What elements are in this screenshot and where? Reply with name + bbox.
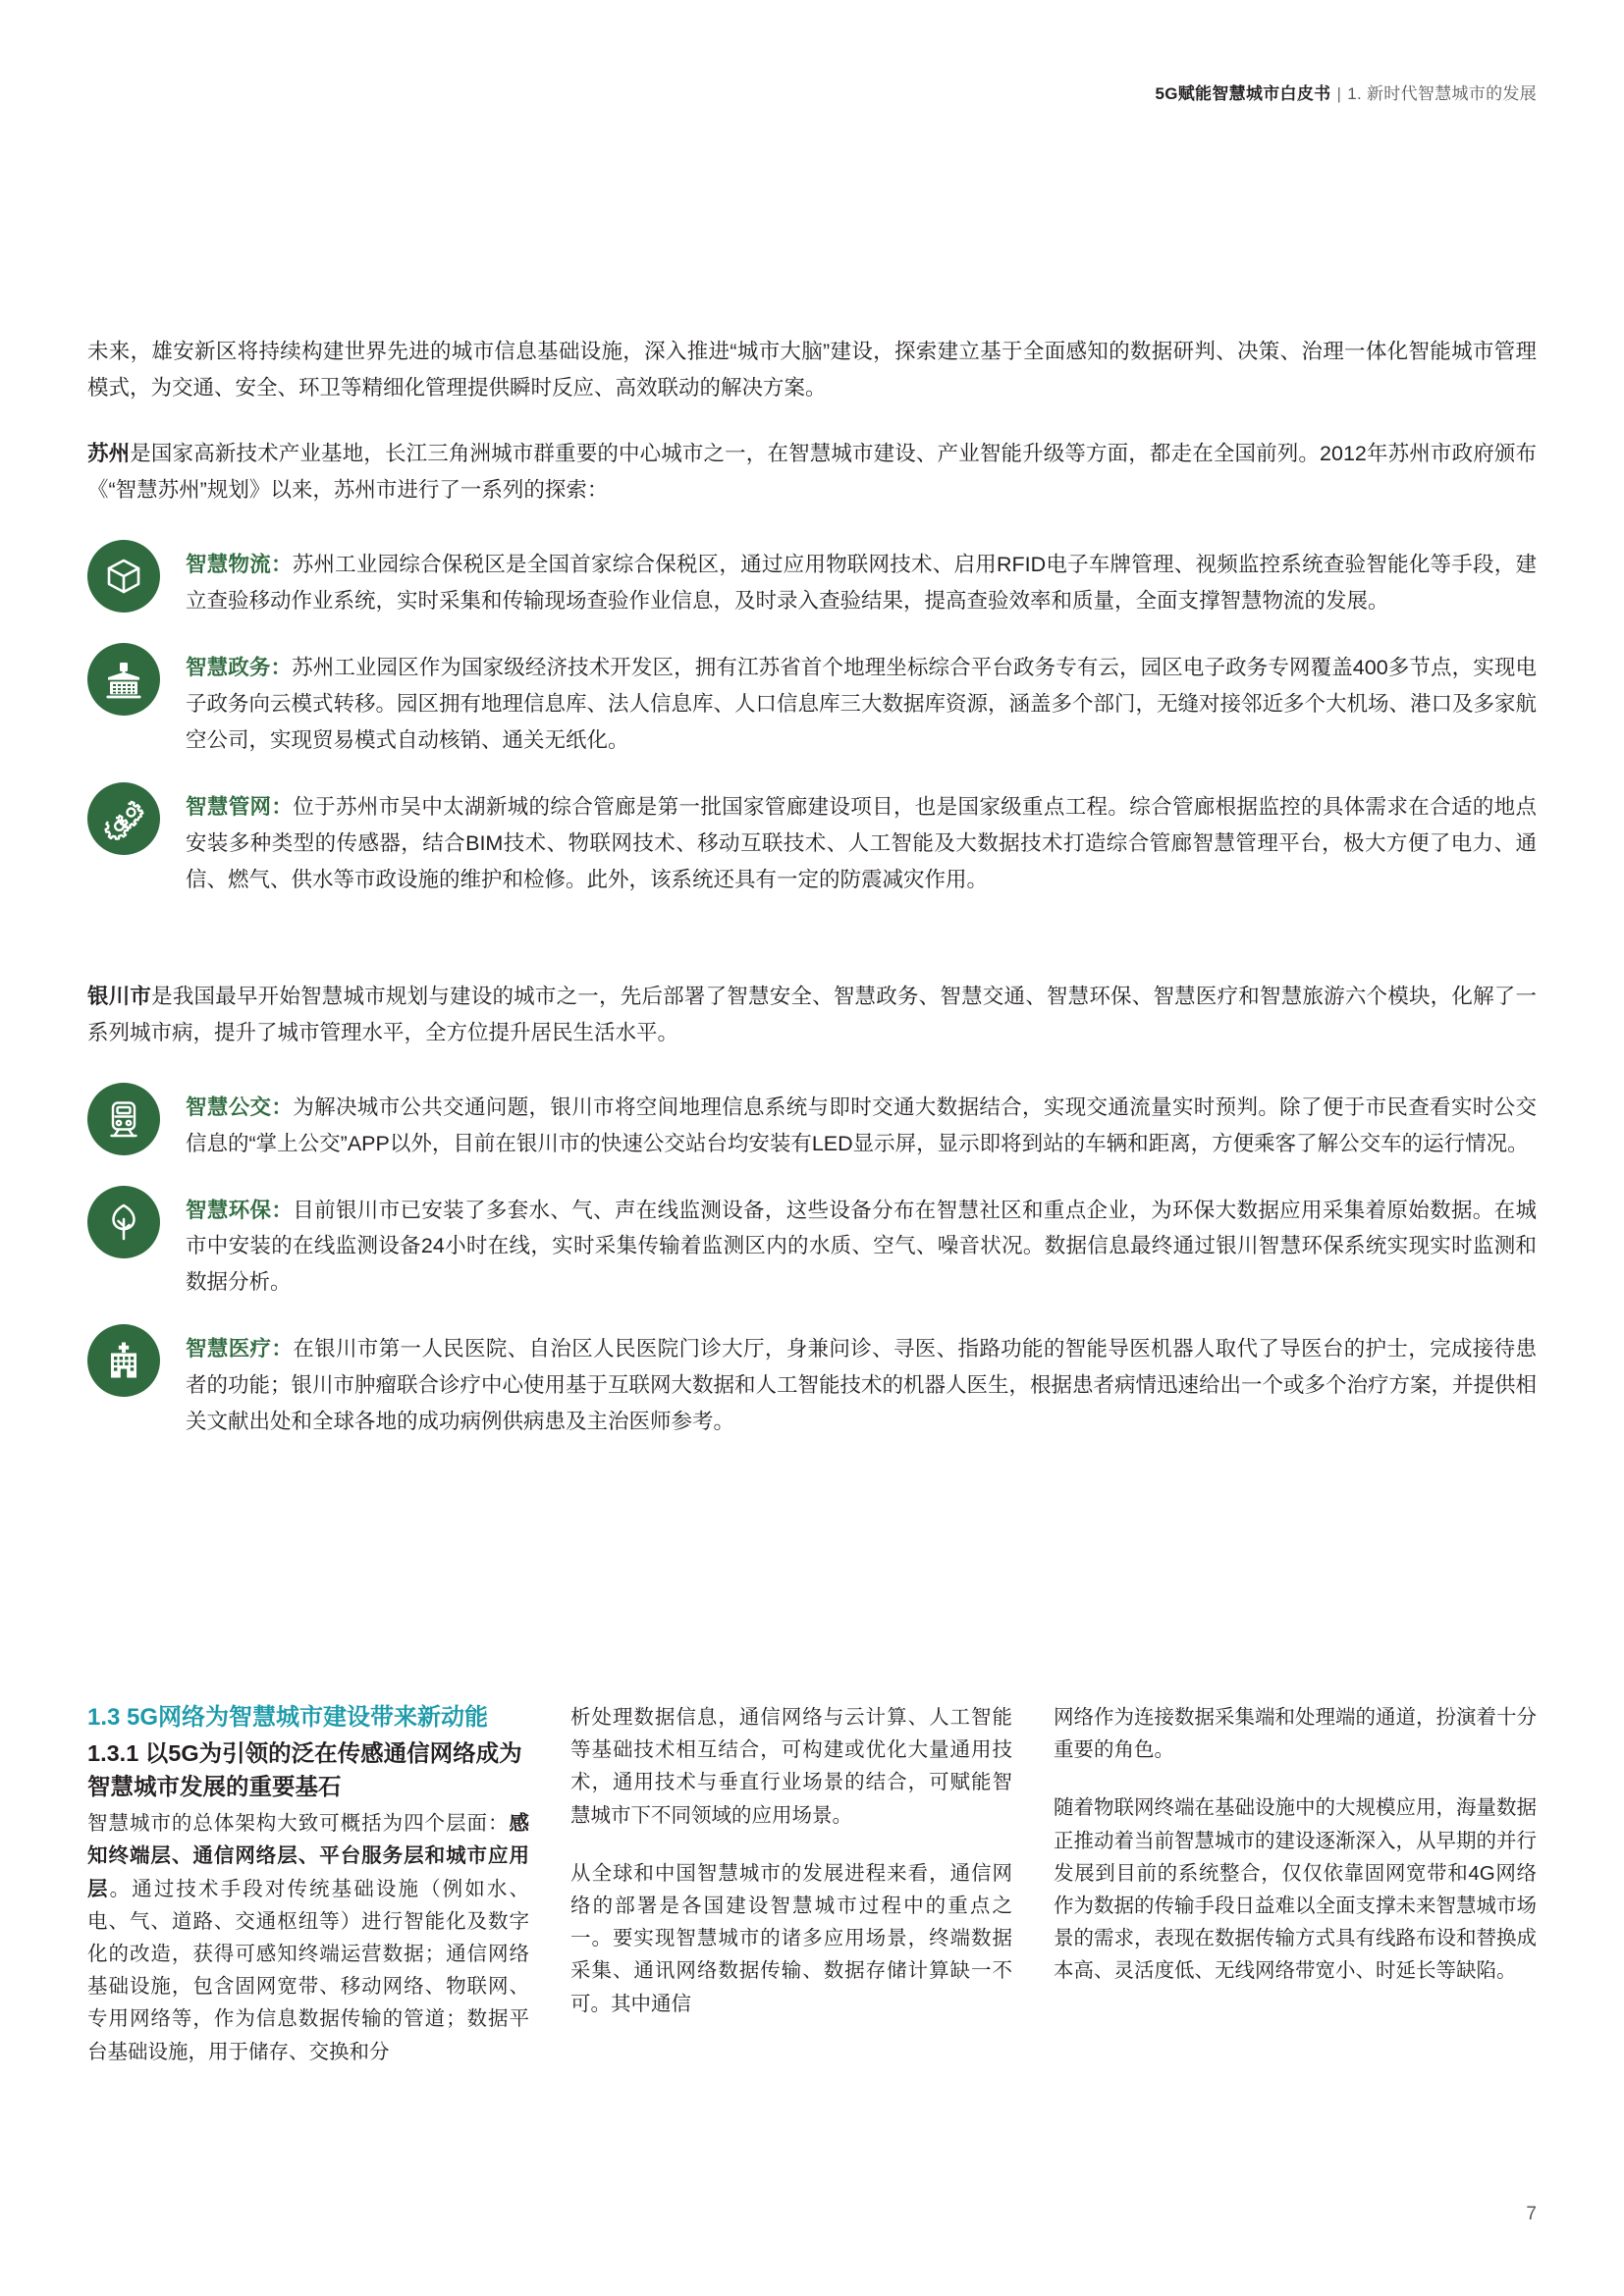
three-column-section bbox=[87, 1701, 1537, 2094]
tree-icon bbox=[87, 1186, 160, 1258]
hospital-icon bbox=[87, 1324, 160, 1397]
list-item-title: 智慧政务 bbox=[186, 655, 271, 679]
column-1 bbox=[87, 1701, 570, 2094]
header-document-title: 5G赋能智慧城市白皮书 bbox=[1155, 84, 1331, 103]
column-2-paragraph-1: 析处理数据信息，通信网络与云计算、人工智能等基础技术相互结合，可构建或优化大量通用技术，通用技术与垂直行业场景的结合，可赋能智慧城市下不同领域的应用场景。 bbox=[570, 1706, 1012, 1827]
list-item-body: 苏州工业园区作为国家级经济技术开发区，拥有江苏省首个地理坐标综合平台政务专有云，园区电子政务专网覆盖400多节点，实现电子政务向云模式转移。园区拥有地理信息库、法人信息库、人口信息库三大数据库资源，涵盖多个部门，无缝对接邻近多个大机场、港口及多家航空公司，实现贸易模式自动核销、通关无纸化。 bbox=[186, 655, 1538, 752]
header-separator: | bbox=[1336, 84, 1342, 103]
list-item bbox=[87, 641, 1537, 759]
list-item-text bbox=[186, 1184, 1537, 1302]
list-item-body: 目前银川市已安装了多套水、气、声在线监测设备，这些设备分布在智慧社区和重点企业，为环保大数据应用采集着原始数据。在城市中安装的在线监测设备24小时在线，实时采集传输着监测区内的水质、空气、噪音状况。数据信息最终通过银川智慧环保系统实现实时监测和数据分析。 bbox=[186, 1198, 1537, 1295]
yinchuan-body: 是我国最早开始智慧城市规划与建设的城市之一，先后部署了智慧安全、智慧政务、智慧交通、智慧环保、智慧医疗和智慧旅游六个模块，化解了一系列城市病，提升了城市管理水平，全方位提升居民生活水平。 bbox=[87, 984, 1537, 1044]
yinchuan-bullet-list bbox=[87, 1081, 1537, 1441]
section-heading-1-3-1: 1.3.1 以5G为引领的泛在传感通信网络成为智慧城市发展的重要基石 bbox=[87, 1740, 522, 1800]
list-item-text bbox=[186, 1081, 1537, 1162]
list-item-colon: ： bbox=[271, 1337, 294, 1362]
list-item bbox=[87, 780, 1537, 898]
list-item-title: 智慧物流 bbox=[186, 552, 271, 576]
column-3 bbox=[1054, 1701, 1537, 2094]
list-item-colon: ： bbox=[270, 655, 293, 679]
list-item-colon: ： bbox=[271, 794, 294, 819]
list-item-text bbox=[186, 538, 1537, 619]
section-spacer bbox=[87, 920, 1537, 979]
running-header bbox=[1155, 84, 1537, 104]
gears-icon bbox=[87, 782, 160, 855]
column-2-paragraph-2: 从全球和中国智慧城市的发展进程来看，通信网络的部署是各国建设智慧城市过程中的重点之一。要实现智慧城市的诸多应用场景，终端数据采集、通讯网络数据传输、数据存储计算缺一不可。其中通信 bbox=[570, 1861, 1012, 2015]
column-3-paragraph-1: 网络作为连接数据采集端和处理端的通道，扮演着十分重要的角色。 bbox=[1054, 1706, 1537, 1762]
box-icon bbox=[87, 540, 160, 613]
list-item-text bbox=[186, 780, 1537, 898]
main-content bbox=[87, 334, 1537, 1462]
col1-text-part1: 智慧城市的总体架构大致可概括为四个层面： bbox=[87, 1812, 510, 1836]
list-item-body: 苏州工业园综合保税区是全国首家综合保税区，通过应用物联网技术、启用RFID电子车牌管理、视频监控系统查验智能化等手段，建立查验移动作业系统，实时采集和传输现场查验作业信息，及时录入查验结果，提高查验效率和质量，全面支撑智慧物流的发展。 bbox=[186, 552, 1537, 613]
list-item-title: 智慧医疗 bbox=[186, 1337, 272, 1362]
list-item-body: 在银川市第一人民医院、自治区人民医院门诊大厅，身兼问诊、寻医、指路功能的智能导医机器人取代了导医台的护士，完成接待患者的功能；银川市肿瘤联合诊疗中心使用基于互联网大数据和人工智能技术的机器人医生，根据患者病情迅速给出一个或多个治疗方案，并提供相关文献出处和全球各地的成功病例供病患及主治医师参考。 bbox=[186, 1337, 1538, 1434]
suzhou-body: 是国家高新技术产业基地，长江三角洲城市群重要的中心城市之一，在智慧城市建设、产业智能升级等方面，都走在全国前列。2012年苏州市政府颁布《“智慧苏州”规划》以来，苏州市进行了一系列的探索： bbox=[87, 441, 1537, 502]
column-1-paragraph bbox=[87, 1807, 529, 2068]
list-item-colon: ： bbox=[271, 1198, 294, 1222]
column-2 bbox=[570, 1701, 1054, 2094]
page-number: 7 bbox=[1526, 2204, 1537, 2224]
list-item-title: 智慧环保 bbox=[186, 1198, 272, 1222]
paragraph-yinchuan bbox=[87, 979, 1537, 1051]
list-item bbox=[87, 1184, 1537, 1302]
list-item-body: 位于苏州市吴中太湖新城的综合管廊是第一批国家管廊建设项目，也是国家级重点工程。综合管廊根据监控的具体需求在合适的地点安装多种类型的传感器，结合BIM技术、物联网技术、移动互联技术、人工智能及大数据技术打造综合管廊智慧管理平台，极大方便了电力、通信、燃气、供水等市政设施的维护和检修。此外，该系统还具有一定的防震减灾作用。 bbox=[186, 794, 1537, 891]
list-item bbox=[87, 1322, 1537, 1440]
list-item-colon: ： bbox=[270, 552, 293, 576]
paragraph-suzhou bbox=[87, 436, 1537, 508]
government-building-icon bbox=[87, 643, 160, 716]
suzhou-bullet-list bbox=[87, 538, 1537, 898]
list-item bbox=[87, 1081, 1537, 1162]
header-chapter-title: 1. 新时代智慧城市的发展 bbox=[1347, 84, 1537, 103]
list-item-title: 智慧公交 bbox=[186, 1095, 272, 1119]
col1-text-part2: 。通过技术手段对传统基础设施（例如水、电、气、道路、交通枢纽等）进行智能化及数字化的改造，获得可感知终端运营数据；通信网络基础设施，包含固网宽带、移动网络、物联网、专用网络等，作为信息数据传输的管道；数据平台基础设施，用于储存、交换和分 bbox=[87, 1877, 530, 2063]
yinchuan-lead-in: 银川市 bbox=[87, 984, 152, 1008]
col1-bold-layers: 感知终端层、通信网络层、平台服务层和城市应用层 bbox=[87, 1812, 529, 1900]
list-item-title: 智慧管网 bbox=[186, 794, 272, 819]
list-item-colon: ： bbox=[271, 1095, 294, 1119]
paragraph-xiongan: 未来，雄安新区将持续构建世界先进的城市信息基础设施，深入推进“城市大脑”建设，探索建立基于全面感知的数据研判、决策、治理一体化智能城市管理模式，为交通、安全、环卫等精细化管理提供瞬时反应、高效联动的解决方案。 bbox=[87, 340, 1537, 400]
list-item-text bbox=[186, 1322, 1537, 1440]
section-heading-1-3: 1.3 5G网络为智慧城市建设带来新动能 bbox=[87, 1704, 489, 1731]
list-item-body: 为解决城市公共交通问题，银川市将空间地理信息系统与即时交通大数据结合，实现交通流量实时预判。除了便于市民查看实时公交信息的“掌上公交”APP以外，目前在银川市的快速公交站台均安装有LED显示屏，显示即将到站的车辆和距离，方便乘客了解公交车的运行情况。 bbox=[186, 1095, 1537, 1155]
list-item-text bbox=[186, 641, 1537, 759]
list-item bbox=[87, 538, 1537, 619]
column-3-paragraph-2: 随着物联网终端在基础设施中的大规模应用，海量数据正推动着当前智慧城市的建设逐渐深入，从早期的并行发展到目前的系统整合，仅仅依靠固网宽带和4G网络作为数据的传输手段日益难以全面支撑未来智慧城市场景的需求，表现在数据传输方式具有线路布设和替换成本高、灵活度低、无线网络带宽小、时延长等缺陷。 bbox=[1054, 1796, 1537, 1983]
train-icon bbox=[87, 1083, 160, 1155]
suzhou-lead-in: 苏州 bbox=[87, 441, 131, 465]
